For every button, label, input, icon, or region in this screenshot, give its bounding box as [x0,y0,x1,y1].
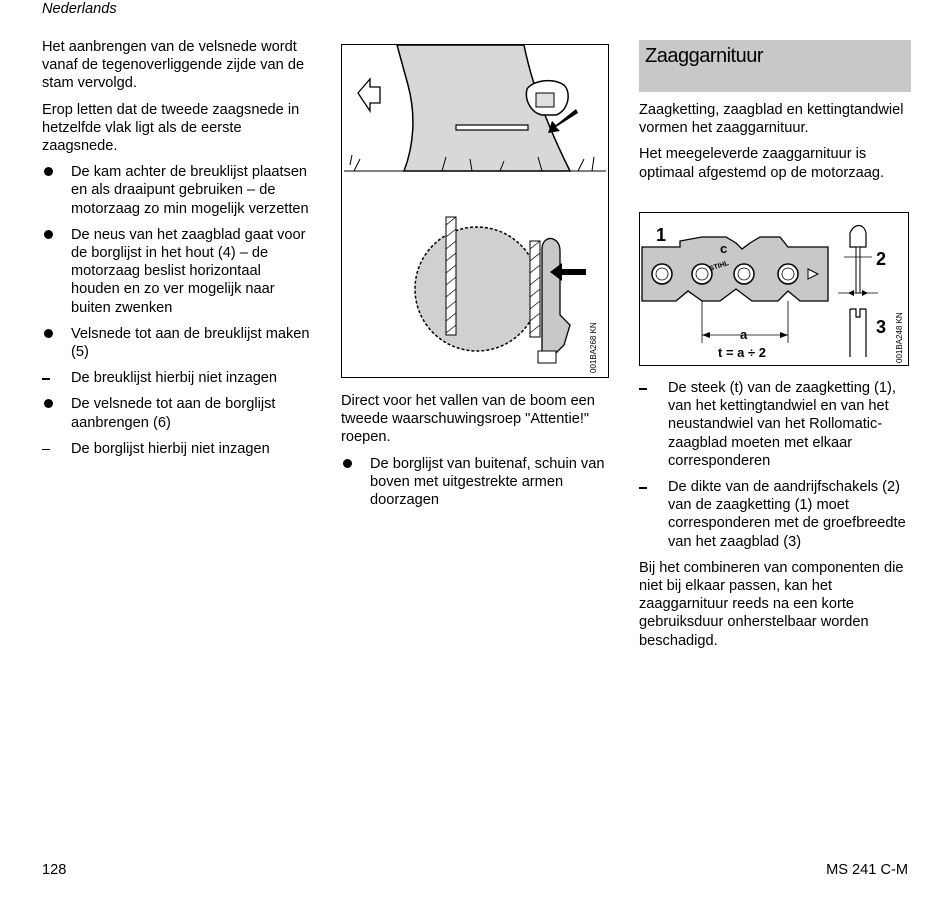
label-2: 2 [876,249,887,269]
section-heading: Zaaggarnituur [639,40,911,92]
paragraph: Zaagketting, zaagblad en kettingtandwiel vormen het zaaggarnituur. [639,102,904,137]
brand-text: STIHL [708,259,730,273]
felling-illustration [342,45,608,377]
list-item [42,325,312,361]
cutter-profile [850,226,866,248]
back-cut-slot [456,125,528,130]
chainsaw-handle [536,93,554,107]
list-item-text: De breuklijst hierbij niet inzagen [71,370,278,387]
column-3-continued [639,379,911,658]
saw-chain-illustration [640,213,908,365]
figure-code: 001BA248 KN [895,312,904,363]
list-item [639,379,911,470]
direction-arrow-icon [358,79,380,111]
holding-strip [530,241,540,337]
bar-groove-profile [850,309,866,357]
rivet [778,264,798,284]
model-name: MS 241 C-M [826,862,908,878]
paragraph: Het aanbrengen van de velsnede wordt vanaf de tegenoverliggende zijde van de stam vervolgd. [42,39,305,92]
pitch-formula: t = a ÷ 2 [718,345,766,360]
list-item-text: Velsnede tot aan de breuklijst maken (5) [71,325,310,361]
list-item [42,163,312,218]
instruction-list [42,163,312,458]
label-c: c [720,241,728,256]
paragraph: Direct voor het vallen van de boom een tweede waarschuwingsroep "Attentie!" roepen. [341,393,595,446]
label-3: 3 [876,317,887,337]
saw-chain-figure [639,212,909,366]
list-item-text: De kam achter de breuklijst plaatsen en als draaipunt gebruiken – de motorzaag zo min mogelijk verzetten [71,164,309,217]
list-item-text: De neus van het zaagblad gaat voor de borglijst in het hout (4) – de motorzaag beslist horizontaal houden en zo ver mogelijk naar buiten zwenken [71,226,306,316]
list-item [42,395,312,431]
rivet [734,264,754,284]
felling-cut-figure [341,44,609,378]
label-1: 1 [656,225,667,245]
rivet [652,264,672,284]
list-item [42,226,312,317]
list-item-text: De dikte van de aandrijfschakels (2) van de zaagketting (1) moet corresponderen met de groefbreedte van het zaagblad (3) [668,479,906,550]
paragraph: Bij het combineren van componenten die niet bij elkaar passen, kan het zaaggarnituur reeds na een korte gebruiksduur onherstelbaar worden beschadigd. [639,559,904,649]
column-2 [341,392,611,517]
saw-body [538,351,556,363]
list-item [42,440,312,458]
list-item-text: De steek (t) van de zaagketting (1), van het kettingtandwiel en van het neustandwiel van het Rollomatic-zaagblad moeten met elkaar corresponderen [668,380,896,469]
instruction-list [639,379,911,551]
guide-bar [542,238,570,357]
list-item-text: De velsnede tot aan de borglijst aanbrengen (6) [71,396,276,431]
label-a: a [740,327,748,342]
list-item [639,478,911,551]
drive-link-profile [856,247,860,293]
page-number: 128 [42,862,67,878]
paragraph: Het meegeleverde zaaggarnituur is optimaal afgestemd op de motorzaag. [639,146,884,181]
list-item [42,369,312,387]
list-item-text: De borglijst hierbij niet inzagen [71,440,270,457]
language-label: Nederlands [42,1,117,17]
trunk-cross-section [415,227,539,351]
column-1 [42,38,312,466]
figure-code: 001BA268 KN [589,322,598,373]
instruction-list [341,455,611,510]
list-item [341,455,611,510]
paragraph: Erop letten dat de tweede zaagsnede in hetzelfde vlak ligt als de eerste zaagsnede. [42,101,300,155]
column-3 [639,38,911,190]
list-item-text: De borglijst van buitenaf, schuin van boven met uitgestrekte armen doorzagen [370,455,605,509]
